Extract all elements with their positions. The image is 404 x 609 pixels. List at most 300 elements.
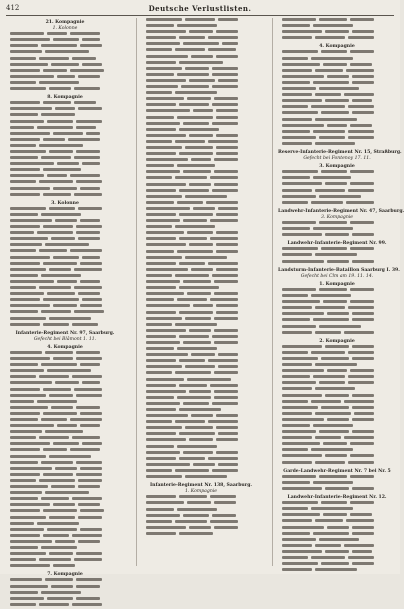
text-line-ink — [315, 306, 345, 309]
text-line-ink — [43, 193, 71, 196]
text-line-ink — [51, 237, 75, 240]
text-line-ink — [10, 597, 44, 600]
text-line-ink — [57, 424, 77, 427]
text-line-ink — [43, 168, 81, 171]
text-line-ink — [47, 120, 73, 123]
text-line-ink — [282, 556, 308, 559]
section-heading: Landwehr-Infanterie-Regiment Nr. 47, Saarburg. — [278, 208, 404, 214]
text-line-ink — [72, 534, 102, 537]
text-line-ink — [282, 105, 308, 108]
text-line-ink — [80, 424, 100, 427]
text-line-ink — [10, 503, 50, 506]
text-line-ink — [344, 436, 374, 439]
text-line-ink — [10, 516, 46, 519]
text-line-ink — [206, 201, 238, 204]
text-line-ink — [175, 274, 209, 277]
text-line-ink — [49, 317, 91, 320]
text-line-ink — [146, 42, 180, 45]
casualty-entry — [278, 331, 396, 337]
text-line-ink — [282, 430, 316, 433]
text-line-ink — [282, 300, 320, 303]
text-line-ink — [146, 501, 184, 504]
text-line-ink — [352, 406, 374, 409]
text-line-ink — [348, 381, 374, 384]
text-line-ink — [47, 597, 73, 600]
text-line-ink — [10, 174, 44, 177]
text-line-ink — [352, 394, 374, 397]
text-line-ink — [10, 591, 38, 594]
text-line-ink — [216, 152, 238, 155]
text-line-ink — [313, 424, 353, 427]
text-line-ink — [179, 457, 205, 460]
text-line-ink — [313, 227, 353, 230]
text-line-ink — [315, 519, 343, 522]
text-line-ink — [146, 469, 172, 472]
text-line-ink — [10, 292, 44, 295]
text-line-ink — [10, 113, 38, 116]
text-line-ink — [348, 130, 374, 133]
section-heading: Infanterie-Regiment Nr. 138, Saarburg. — [149, 483, 253, 489]
text-line-ink — [80, 187, 100, 190]
text-line-ink — [10, 57, 36, 60]
text-line-ink — [187, 97, 211, 100]
text-line-ink — [72, 375, 102, 378]
text-line-ink — [10, 381, 52, 384]
text-line-ink — [78, 516, 102, 519]
text-line-ink — [146, 475, 182, 478]
text-line-ink — [10, 528, 44, 531]
text-line-ink — [10, 304, 50, 307]
text-line-ink — [76, 552, 102, 555]
text-line-ink — [39, 479, 75, 482]
text-line-ink — [327, 124, 347, 127]
casualty-entry — [278, 36, 396, 42]
text-line-ink — [352, 532, 374, 535]
casualty-entry — [142, 475, 260, 481]
text-line-ink — [348, 375, 374, 378]
text-line-ink — [177, 508, 217, 511]
text-line-ink — [212, 189, 238, 192]
text-line-ink — [43, 69, 67, 72]
text-line-ink — [43, 138, 65, 141]
text-line-ink — [282, 442, 320, 445]
text-line-ink — [216, 30, 238, 33]
casualty-entry — [278, 568, 396, 574]
text-line-ink — [82, 381, 100, 384]
text-line-ink — [311, 57, 353, 60]
text-line-ink — [10, 534, 40, 537]
text-line-ink — [10, 424, 54, 427]
text-line-ink — [193, 463, 215, 466]
text-line-ink — [212, 67, 238, 70]
text-line-ink — [189, 134, 213, 137]
text-line-ink — [311, 105, 345, 108]
text-line-ink — [313, 481, 353, 484]
text-line-ink — [74, 101, 96, 104]
text-line-ink — [179, 189, 209, 192]
text-line-ink — [10, 274, 38, 277]
text-line-ink — [146, 158, 188, 161]
text-line-ink — [146, 195, 182, 198]
text-line-ink — [51, 585, 73, 588]
text-line-ink — [216, 304, 238, 307]
text-line-ink — [216, 146, 238, 149]
text-line-ink — [352, 99, 372, 102]
text-line-ink — [10, 351, 42, 354]
casualty-entry — [6, 603, 124, 609]
text-line-ink — [10, 38, 50, 41]
section-caption: 3. Kompagnie — [320, 214, 354, 220]
text-line-ink — [325, 99, 349, 102]
text-line-ink — [76, 357, 102, 360]
text-line-ink — [10, 225, 40, 228]
text-line-ink — [183, 122, 209, 125]
text-line-ink — [146, 526, 186, 529]
text-line-ink — [185, 195, 227, 198]
text-line-ink — [41, 44, 77, 47]
text-line-ink — [10, 317, 46, 320]
section-heading: 3. Kompagnie — [319, 164, 355, 170]
text-line-ink — [10, 298, 40, 301]
section-caption: Gefecht bei Fontenoy 17. 11. — [303, 156, 371, 162]
text-line-ink — [45, 578, 73, 581]
text-line-ink — [10, 268, 46, 271]
text-line-ink — [315, 189, 345, 192]
text-line-ink — [146, 237, 176, 240]
text-line-ink — [179, 384, 207, 387]
text-line-ink — [327, 75, 349, 78]
text-line-ink — [80, 528, 102, 531]
text-line-ink — [177, 298, 207, 301]
text-line-ink — [179, 103, 209, 106]
text-line-ink — [70, 69, 104, 72]
text-line-ink — [39, 144, 83, 147]
text-line-ink — [212, 103, 238, 106]
text-line-ink — [311, 400, 341, 403]
text-line-ink — [45, 243, 89, 246]
text-line-ink — [10, 479, 36, 482]
text-line-ink — [282, 18, 316, 21]
text-line-ink — [146, 402, 180, 405]
text-line-ink — [10, 485, 48, 488]
text-line-ink — [327, 526, 349, 529]
text-line-ink — [282, 294, 308, 297]
text-line-ink — [319, 18, 347, 21]
text-line-ink — [146, 55, 188, 58]
text-line-ink — [352, 418, 374, 421]
text-line-ink — [282, 142, 312, 145]
text-line-ink — [350, 50, 374, 53]
text-line-ink — [350, 288, 374, 291]
text-line-ink — [47, 369, 91, 372]
text-line-ink — [210, 520, 238, 523]
section-heading: Reserve-Infanterie-Regiment Nr. 15, Straßburg. — [278, 149, 402, 155]
text-line-ink — [208, 48, 236, 51]
text-line-ink — [146, 91, 172, 94]
text-line-ink — [72, 323, 98, 326]
section-heading: 3. Kolonne — [51, 200, 79, 206]
text-line-ink — [282, 118, 312, 121]
text-line-ink — [10, 81, 36, 84]
text-line-ink — [282, 424, 310, 427]
text-line-ink — [321, 501, 347, 504]
text-line-ink — [10, 156, 38, 159]
text-line-ink — [10, 522, 34, 525]
text-line-ink — [315, 93, 341, 96]
text-line-ink — [319, 325, 361, 328]
text-line-ink — [146, 189, 176, 192]
text-line-ink — [10, 418, 38, 421]
casualty-entry — [278, 461, 396, 467]
text-line-ink — [183, 402, 209, 405]
text-line-ink — [39, 180, 73, 183]
text-line-ink — [177, 116, 213, 119]
text-line-ink — [352, 75, 374, 78]
text-line-ink — [282, 306, 312, 309]
text-line-ink — [70, 249, 102, 252]
text-line-ink — [210, 237, 238, 240]
text-line-ink — [352, 30, 374, 33]
text-line-ink — [352, 312, 374, 315]
text-line-ink — [323, 442, 347, 445]
text-line-ink — [321, 406, 349, 409]
text-line-ink — [282, 538, 316, 541]
text-line-ink — [311, 507, 353, 510]
text-line-ink — [80, 412, 102, 415]
text-line-ink — [177, 250, 213, 253]
text-line-ink — [10, 207, 46, 210]
text-line-ink — [68, 138, 100, 141]
text-line-ink — [208, 262, 238, 265]
text-line-ink — [80, 467, 102, 470]
text-line-ink — [208, 457, 238, 460]
text-line-ink — [146, 532, 176, 535]
text-line-ink — [214, 390, 238, 393]
text-line-ink — [39, 558, 71, 561]
text-line-ink — [78, 107, 102, 110]
text-line-ink — [10, 75, 54, 78]
text-line-ink — [325, 454, 347, 457]
text-line-ink — [43, 298, 79, 301]
text-line-ink — [146, 317, 182, 320]
text-line-ink — [10, 442, 50, 445]
text-line-ink — [146, 274, 172, 277]
text-line-ink — [10, 193, 40, 196]
text-line-ink — [175, 420, 205, 423]
text-line-ink — [146, 213, 176, 216]
text-line-ink — [352, 526, 374, 529]
text-line-ink — [282, 501, 318, 504]
text-line-ink — [146, 219, 180, 222]
text-line-ink — [39, 375, 69, 378]
text-line-ink — [191, 158, 211, 161]
text-line-ink — [10, 375, 36, 378]
text-line-ink — [37, 522, 79, 525]
text-line-ink — [47, 174, 67, 177]
text-line-ink — [348, 556, 374, 559]
text-line-ink — [82, 38, 100, 41]
text-line-ink — [146, 347, 174, 350]
text-line-ink — [216, 426, 238, 429]
text-line-ink — [282, 513, 320, 516]
text-line-ink — [146, 438, 186, 441]
text-line-ink — [146, 451, 180, 454]
text-line-ink — [10, 394, 46, 397]
casualty-entry — [278, 260, 396, 266]
text-line-ink — [53, 304, 77, 307]
text-line-ink — [350, 18, 374, 21]
text-line-ink — [175, 140, 205, 143]
text-line-ink — [315, 461, 345, 464]
text-line-ink — [80, 44, 102, 47]
text-line-ink — [282, 418, 324, 421]
text-line-ink — [344, 544, 374, 547]
text-line-ink — [350, 300, 374, 303]
text-line-ink — [319, 195, 361, 198]
section-caption: Gefecht bei Clm am 19. 11. 14. — [300, 273, 374, 279]
text-line-ink — [10, 150, 46, 153]
text-line-ink — [177, 347, 217, 350]
text-line-ink — [282, 481, 310, 484]
text-line-ink — [282, 170, 318, 173]
section-heading: 8. Kompagnie — [47, 95, 83, 101]
text-line-ink — [10, 430, 42, 433]
section-heading: 21. Kompagnie — [45, 20, 85, 25]
page-header — [6, 3, 394, 14]
text-line-ink — [185, 67, 209, 70]
section-heading: Landwehr-Infanterie-Regiment Nr. 12. — [287, 495, 387, 501]
text-line-ink — [57, 75, 75, 78]
text-line-ink — [10, 231, 34, 234]
text-line-ink — [352, 233, 374, 236]
text-line-ink — [43, 101, 71, 104]
text-line-ink — [348, 306, 374, 309]
text-line-ink — [282, 436, 312, 439]
text-line-ink — [183, 170, 211, 173]
text-line-ink — [214, 526, 238, 529]
text-line-ink — [282, 221, 316, 224]
text-line-ink — [208, 420, 238, 423]
text-line-ink — [78, 75, 100, 78]
text-line-ink — [146, 176, 172, 179]
text-line-ink — [10, 406, 48, 409]
text-line-ink — [146, 286, 176, 289]
text-line-ink — [327, 418, 349, 421]
text-line-ink — [282, 487, 322, 490]
text-line-ink — [325, 233, 349, 236]
text-line-ink — [10, 578, 42, 581]
text-line-ink — [282, 63, 320, 66]
text-line-ink — [179, 152, 213, 155]
text-line-ink — [218, 365, 238, 368]
text-line-ink — [218, 18, 238, 21]
text-line-ink — [76, 150, 100, 153]
section-caption: 1. Kompagnie — [184, 489, 218, 495]
text-line-ink — [348, 189, 374, 192]
text-line-ink — [282, 81, 310, 84]
text-line-ink — [181, 85, 209, 88]
text-line-ink — [212, 274, 238, 277]
text-line-ink — [43, 509, 77, 512]
text-line-ink — [350, 63, 372, 66]
text-line-ink — [325, 487, 349, 490]
text-line-ink — [189, 243, 213, 246]
text-line-ink — [41, 546, 77, 549]
text-line-ink — [216, 213, 238, 216]
text-line-ink — [350, 369, 374, 372]
text-line-ink — [216, 231, 238, 234]
text-line-ink — [49, 87, 71, 90]
text-line-ink — [10, 120, 44, 123]
text-line-ink — [183, 341, 211, 344]
text-line-ink — [352, 345, 374, 348]
text-line-ink — [146, 311, 176, 314]
text-line-ink — [41, 113, 75, 116]
text-line-ink — [282, 400, 308, 403]
text-line-ink — [175, 323, 217, 326]
text-line-ink — [189, 438, 213, 441]
text-line-ink — [10, 50, 42, 53]
text-line-ink — [55, 467, 77, 470]
text-line-ink — [177, 73, 209, 76]
text-line-ink — [177, 396, 211, 399]
text-line-ink — [76, 473, 102, 476]
text-line-ink — [183, 514, 209, 517]
text-line-ink — [214, 501, 236, 504]
text-line-ink — [214, 280, 238, 283]
text-line-ink — [146, 243, 186, 246]
text-line-ink — [47, 292, 75, 295]
text-line-ink — [41, 497, 69, 500]
section-heading: Infanterie-Regiment Nr. 97, Saarburg. — [15, 330, 115, 336]
text-line-ink — [313, 81, 349, 84]
text-line-ink — [41, 213, 81, 216]
text-line-ink — [212, 402, 238, 405]
text-line-ink — [39, 286, 71, 289]
text-line-ink — [214, 97, 238, 100]
text-line-ink — [53, 503, 75, 506]
text-line-ink — [146, 268, 188, 271]
text-line-ink — [146, 201, 174, 204]
text-line-ink — [214, 317, 238, 320]
column-right — [278, 18, 404, 568]
text-line-ink — [76, 585, 100, 588]
text-line-ink — [183, 280, 211, 283]
casualty-entry — [278, 487, 396, 493]
text-line-ink — [146, 30, 186, 33]
text-line-ink — [55, 540, 75, 543]
text-line-ink — [146, 359, 176, 362]
text-line-ink — [346, 519, 374, 522]
text-line-ink — [72, 57, 96, 60]
text-line-ink — [179, 213, 213, 216]
text-line-ink — [214, 396, 238, 399]
text-line-ink — [183, 451, 213, 454]
text-line-ink — [179, 335, 209, 338]
text-line-ink — [86, 132, 100, 135]
text-line-ink — [78, 207, 102, 210]
text-line-ink — [74, 286, 102, 289]
text-line-ink — [41, 418, 67, 421]
text-line-ink — [352, 357, 374, 360]
text-line-ink — [352, 318, 374, 321]
text-line-ink — [282, 75, 324, 78]
casualty-entry — [278, 142, 396, 148]
text-line-ink — [193, 304, 213, 307]
text-line-ink — [146, 36, 176, 39]
text-line-ink — [146, 67, 182, 70]
text-line-ink — [57, 280, 77, 283]
